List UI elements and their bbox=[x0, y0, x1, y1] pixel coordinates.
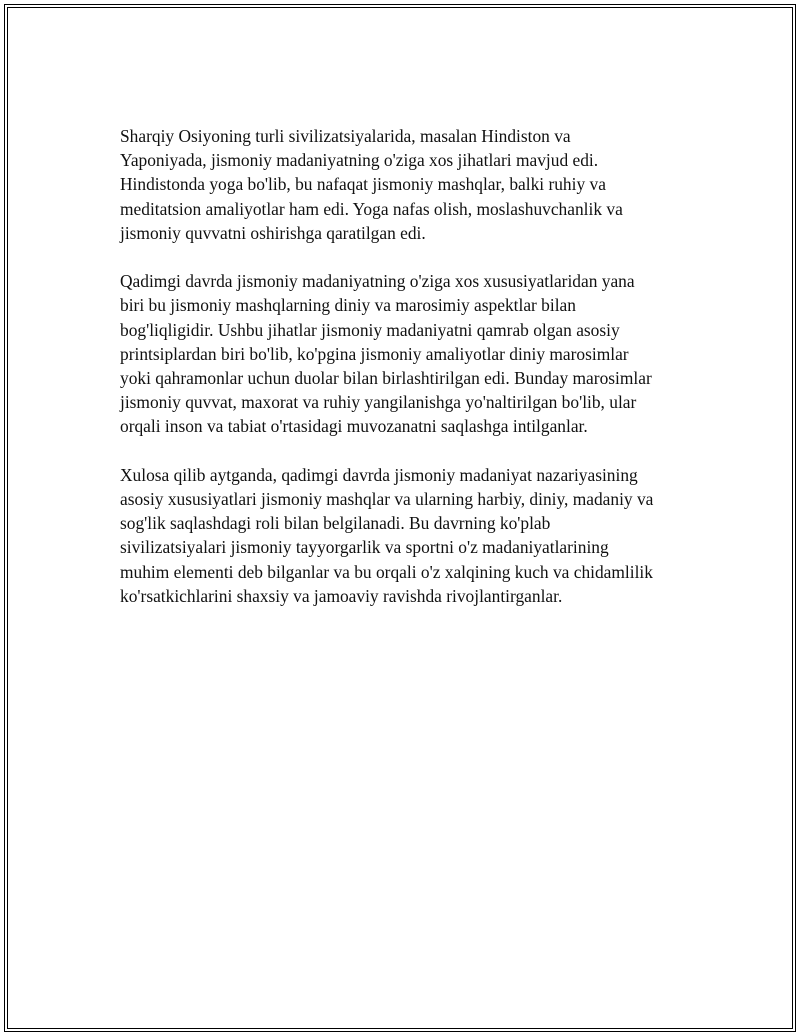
text-line: printsiplardan biri bo'lib, ko'pgina jismoniy amaliyotlar diniy marosimlar bbox=[120, 343, 629, 364]
text-line: jismoniy quvvatni oshirishga qaratilgan edi. bbox=[120, 222, 426, 243]
text-line: sog'lik saqlashdagi roli bilan belgilanadi. Bu davrning ko'plab bbox=[120, 513, 551, 534]
paragraph-2 bbox=[120, 269, 704, 438]
text-line: Yaponiyada, jismoniy madaniyatning o'ziga xos jihatlari mavjud edi. bbox=[120, 150, 599, 171]
text-line: sivilizatsiyalari jismoniy tayyorgarlik va sportni o'z madaniyatlarining bbox=[120, 537, 609, 558]
text-line: asosiy xususiyatlari jismoniy mashqlar va ularning harbiy, diniy, madaniy va bbox=[120, 489, 654, 510]
text-line: bog'liqligidir. Ushbu jihatlar jismoniy madaniyatni qamrab olgan asosiy bbox=[120, 319, 620, 340]
text-line: yoki qahramonlar uchun duolar bilan birlashtirilgan edi. Bunday marosimlar bbox=[120, 368, 652, 389]
text-line: Xulosa qilib aytganda, qadimgi davrda jismoniy madaniyat nazariyasining bbox=[120, 464, 638, 485]
text-line: orqali inson va tabiat o'rtasidagi muvozanatni saqlashga intilganlar. bbox=[120, 416, 588, 437]
text-line: jismoniy quvvat, maxorat va ruhiy yangilanishga yo'naltirilgan bo'lib, ular bbox=[120, 392, 637, 413]
paragraph-1 bbox=[120, 124, 704, 245]
paragraph-3 bbox=[120, 463, 704, 608]
text-line: Sharqiy Osiyoning turli sivilizatsiyalarida, masalan Hindiston va bbox=[120, 126, 571, 146]
text-line: meditatsion amaliyotlar ham edi. Yoga nafas olish, moslashuvchanlik va bbox=[120, 198, 623, 219]
text-line: ko'rsatkichlarini shaxsiy va jamoaviy ravishda rivojlantirganlar. bbox=[120, 585, 563, 606]
document-body bbox=[120, 124, 704, 632]
text-line: biri bu jismoniy mashqlarning diniy va marosimiy aspektlar bilan bbox=[120, 295, 576, 316]
page-border bbox=[4, 4, 796, 1032]
text-line: Hindistonda yoga bo'lib, bu nafaqat jismoniy mashqlar, balki ruhiy va bbox=[120, 174, 606, 195]
text-line: Qadimgi davrda jismoniy madaniyatning o'ziga xos xususiyatlaridan yana bbox=[120, 271, 635, 292]
text-line: muhim elementi deb bilganlar va bu orqali o'z xalqining kuch va chidamlilik bbox=[120, 561, 653, 582]
